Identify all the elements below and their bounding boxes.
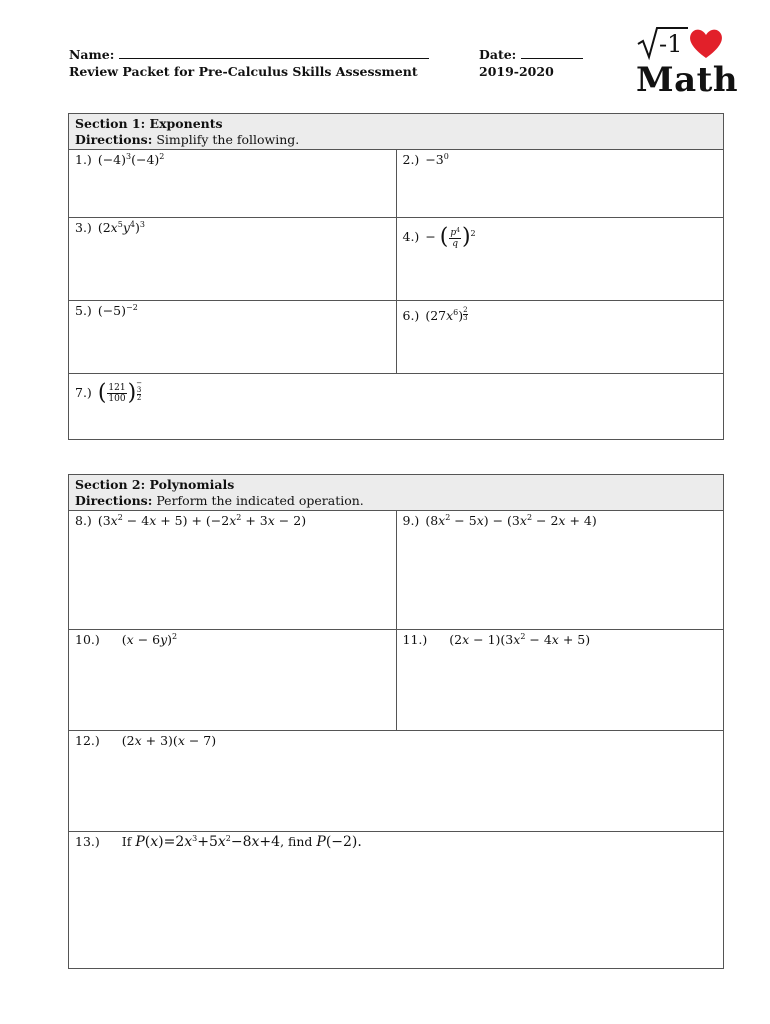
problem-2[interactable]: $2.) -3^0$ — [396, 150, 724, 217]
problem-row — [69, 511, 723, 629]
problem-number: 12.) — [75, 733, 100, 748]
name-label: Name: — [69, 47, 115, 62]
problem-number: 5.) — [75, 303, 92, 318]
logo-word: Math — [636, 60, 739, 100]
problem-row — [69, 730, 723, 831]
directions-label: Directions: — [75, 132, 153, 147]
problem-row — [69, 300, 723, 373]
problem-1[interactable]: 1.) $(-4)^3(-4)^2$ — [75, 152, 165, 167]
problem-number: 13.) — [75, 834, 100, 849]
problem-4[interactable]: 4.) − ( $\frac{p^4}{q}$ )$^2$ — [396, 218, 724, 300]
problem-8[interactable]: 8.) $(3x^2 - 4x + 5) + (-2x^2 + 3x - 2)$ — [75, 513, 307, 528]
problem-11[interactable]: 11.) $(2x - 1)(3x^2 - 4x + 5)$ — [396, 630, 724, 730]
section-title: Section 1: Exponents — [75, 116, 223, 131]
date-label: Date: — [479, 47, 517, 62]
problem-row — [69, 373, 723, 441]
problem-6[interactable]: 6.) $(27x^6)$ $\frac{2}{3}$ — [396, 301, 724, 373]
problem-number: 6.) — [402, 308, 420, 323]
directions-text: Perform the indicated operation. — [156, 493, 364, 508]
problem-number: 10.) — [75, 632, 100, 647]
problem-number: 3.) — [75, 220, 92, 235]
problem-number: 11.) — [402, 632, 428, 647]
school-year: 2019-2020 — [479, 64, 554, 79]
problem-7[interactable]: 7.) ( $\frac{121}{100}$ )− 3 2 — [75, 379, 143, 406]
section-header — [69, 475, 723, 511]
directions-text: Simplify the following. — [156, 132, 300, 147]
problem-number: 4.) — [402, 229, 420, 244]
problem-10[interactable]: 10.) $(x - 6y)^2$ — [75, 632, 178, 647]
heart-icon — [690, 30, 722, 58]
directions-label: Directions: — [75, 493, 153, 508]
problem-13[interactable]: 13.) If $P(x)=2x^3+5x^2-8x+4$, find P(−2). — [75, 834, 362, 850]
problem-13-if: If — [121, 834, 132, 849]
problem-row — [69, 150, 723, 217]
name-field — [69, 47, 429, 62]
problem-row — [69, 629, 723, 730]
page-title: Review Packet for Pre-Calculus Skills Assessment — [69, 64, 418, 79]
section-header — [69, 114, 723, 150]
date-field — [479, 47, 583, 62]
name-blank-line[interactable] — [119, 47, 429, 59]
problem-number: 9.) — [402, 513, 420, 528]
section-polynomials — [68, 474, 724, 969]
section-exponents — [68, 113, 724, 440]
problem-number: 7.) — [75, 385, 92, 400]
problem-number: 1.) — [75, 152, 92, 167]
section-title: Section 2: Polynomials — [75, 477, 235, 492]
math-logo — [636, 22, 739, 104]
date-blank-line[interactable] — [521, 47, 583, 59]
problem-row — [69, 831, 723, 971]
problem-3[interactable]: 3.) $(2x^5y^4)^3$ — [75, 220, 145, 235]
problem-12[interactable]: 12.) (2x + 3)(x − 7) — [75, 733, 217, 748]
problem-number: 2.) — [402, 152, 420, 167]
sqrt-heart-icon — [636, 22, 736, 62]
logo-sqrt-text: -1 — [659, 30, 683, 58]
problem-5[interactable]: 5.) $(-5)^{-2}$ — [75, 303, 138, 318]
problem-row — [69, 217, 723, 300]
problem-13-find: , find — [280, 834, 313, 849]
problem-number: 8.) — [75, 513, 92, 528]
problem-9[interactable]: 9.) $(8x^2 - 5x) - (3x^2 - 2x + 4)$ — [396, 511, 724, 629]
